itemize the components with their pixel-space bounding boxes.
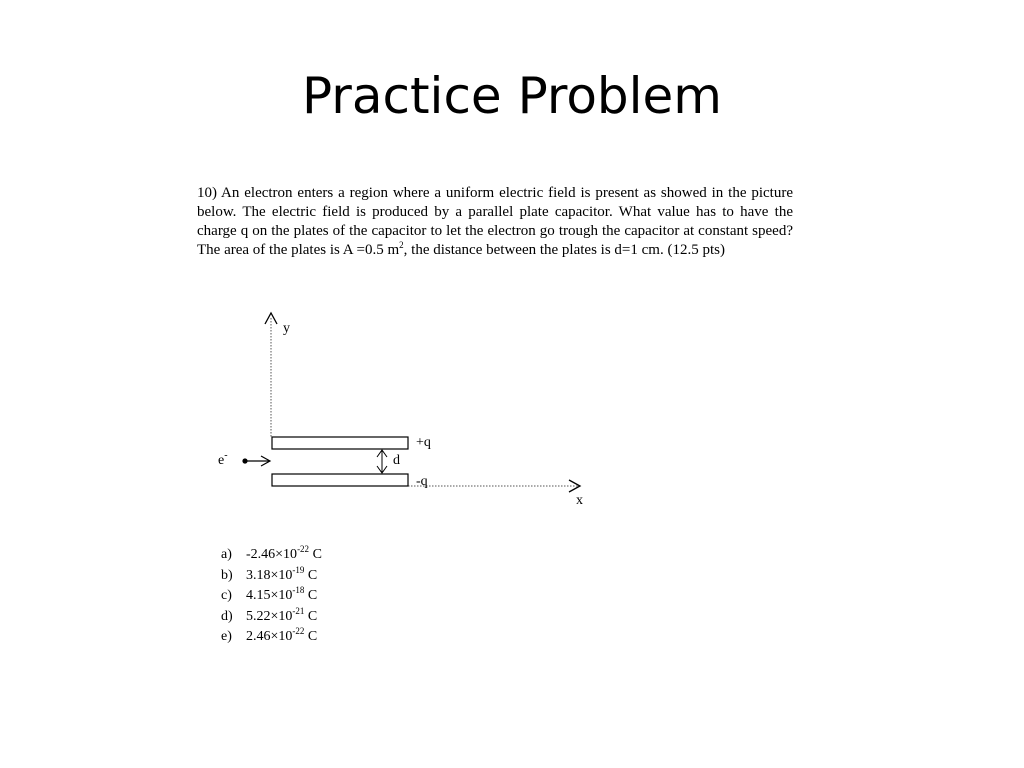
option-letter: b) — [221, 567, 233, 583]
option-mantissa: 3.18×10 — [246, 567, 293, 583]
positive-plate — [272, 437, 408, 449]
option-b — [221, 566, 322, 587]
option-mantissa: 2.46×10 — [246, 629, 293, 644]
answer-options — [221, 545, 322, 648]
option-exponent: -18 — [292, 585, 305, 595]
option-exponent: -22 — [292, 626, 305, 636]
electron-label — [218, 450, 228, 468]
option-mantissa: 4.15×10 — [246, 588, 293, 603]
option-exponent: -19 — [292, 564, 305, 575]
option-c — [221, 586, 322, 607]
negative-charge-label: -q — [416, 474, 428, 489]
y-axis-label: y — [283, 321, 290, 336]
option-letter: c) — [221, 588, 232, 603]
electron-label-charge: - — [224, 450, 228, 461]
option-d — [221, 607, 322, 628]
electron-label-base: e — [218, 453, 225, 468]
option-exponent: -21 — [292, 605, 305, 616]
distance-label: d — [393, 453, 400, 468]
option-mantissa: -2.46×10 — [246, 547, 298, 562]
option-unit: C — [304, 608, 318, 624]
x-axis-label: x — [576, 493, 583, 508]
option-unit: C — [304, 588, 318, 603]
option-unit: C — [309, 547, 322, 562]
option-a — [221, 545, 322, 566]
option-e — [221, 627, 322, 648]
option-mantissa: 5.22×10 — [246, 608, 293, 624]
area-exponent: 2 — [399, 240, 404, 250]
positive-charge-label: +q — [416, 435, 431, 450]
option-unit: C — [304, 629, 318, 644]
negative-plate — [272, 474, 408, 486]
option-letter: a) — [221, 547, 232, 562]
option-unit: C — [304, 567, 318, 583]
option-letter: e) — [221, 629, 232, 644]
option-exponent: -22 — [297, 544, 310, 554]
slide-title: Practice Problem — [301, 67, 723, 125]
problem-text-main: 10) An electron enters a region where a uniform electric field is present as showed in the picture below. The electric field is produced by a parallel plate capacitor. What value has to have the charge q on the plates of the capacitor to let the electron go trough the capacitor at constant speed? The area of the plates is A =0.5 m — [197, 185, 793, 258]
problem-text-end: , the distance between the plates is d=1 cm. (12.5 pts) — [403, 242, 725, 258]
option-letter: d) — [221, 608, 233, 624]
